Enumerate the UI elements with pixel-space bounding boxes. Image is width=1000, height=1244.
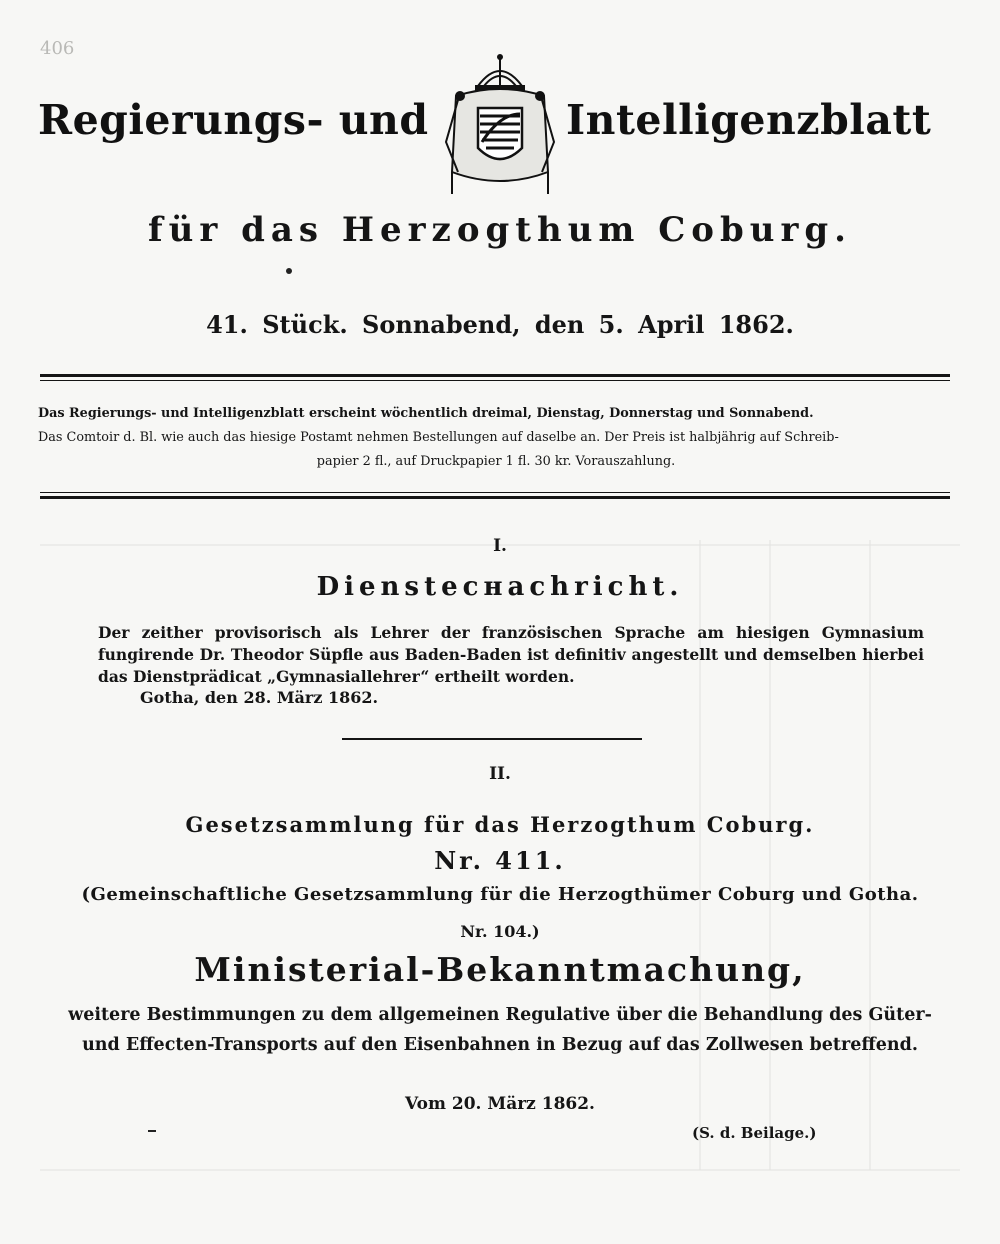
section-dateline-1: Gotha, den 28. März 1862. (140, 688, 379, 707)
law-number: Nr. 411. (434, 846, 566, 875)
masthead-title-right: Intelligenzblatt (566, 96, 932, 144)
issue-line: 41. Stück. Sonnabend, den 5. April 1862. (206, 310, 794, 339)
ink-dot (286, 268, 292, 274)
top-rule-thin (40, 380, 950, 381)
announcement-date: Vom 20. März 1862. (405, 1094, 595, 1114)
section-heading-2: Gesetzsammlung für das Herzogthum Coburg. (185, 812, 815, 837)
top-rule-thick (40, 374, 950, 377)
masthead-subtitle: für das Herzogthum Coburg. (147, 210, 853, 250)
section-divider (342, 738, 642, 740)
section-body-1: Der zeither provisorisch als Lehrer der französischen Sprache am hiesigen Gymnasium fungirende Dr. Theodor Süpfle aus Baden-Baden ist definitiv angestellt und demselben hierbei das Dienstprädicat „Gymnasiallehrer“ ertheilt worden. (98, 623, 924, 686)
notice-rule-thick (40, 496, 950, 499)
notice-line-1: Das Regierungs- und Intelligenzblatt erscheint wöchentlich dreimal, Dienstag, Donnerstag und Sonnabend. (38, 406, 814, 421)
notice-line-3: papier 2 fl., auf Druckpapier 1 fl. 30 kr. Vorauszahlung. (316, 454, 676, 469)
joint-number: Nr. 104.) (460, 922, 540, 941)
joint-collection-line: (Gemeinschaftliche Gesetzsammlung für die Herzogthümer Coburg und Gotha. (81, 884, 919, 905)
section-number-2: II. (489, 764, 511, 784)
announcement-title: Ministerial-Bekanntmachung, (194, 950, 806, 989)
section-number-1: I. (493, 536, 507, 556)
announcement-subtitle: weitere Bestimmungen zu dem allgemeinen Regulative über die Behandlung des Güter- und Effecten-Transports auf den Eisenbahnen in Bezug auf das Zollwesen betreffend. (68, 1005, 932, 1055)
coat-of-arms-icon (438, 52, 562, 202)
publication-notice (38, 402, 954, 474)
masthead-title-left: Regierungs- und (38, 96, 429, 144)
notice-rule-thin (40, 492, 950, 493)
page-number: 406 (40, 38, 75, 59)
ink-dash (148, 1130, 156, 1132)
section-heading-1: Diensteснachricht. (316, 572, 684, 602)
supplement-note: (S. d. Beilage.) (692, 1124, 817, 1142)
notice-line-2: Das Comtoir d. Bl. wie auch das hiesige Postamt nehmen Bestellungen auf daselbe an. Der Preis ist halbjährig auf Schreib- (38, 430, 839, 445)
